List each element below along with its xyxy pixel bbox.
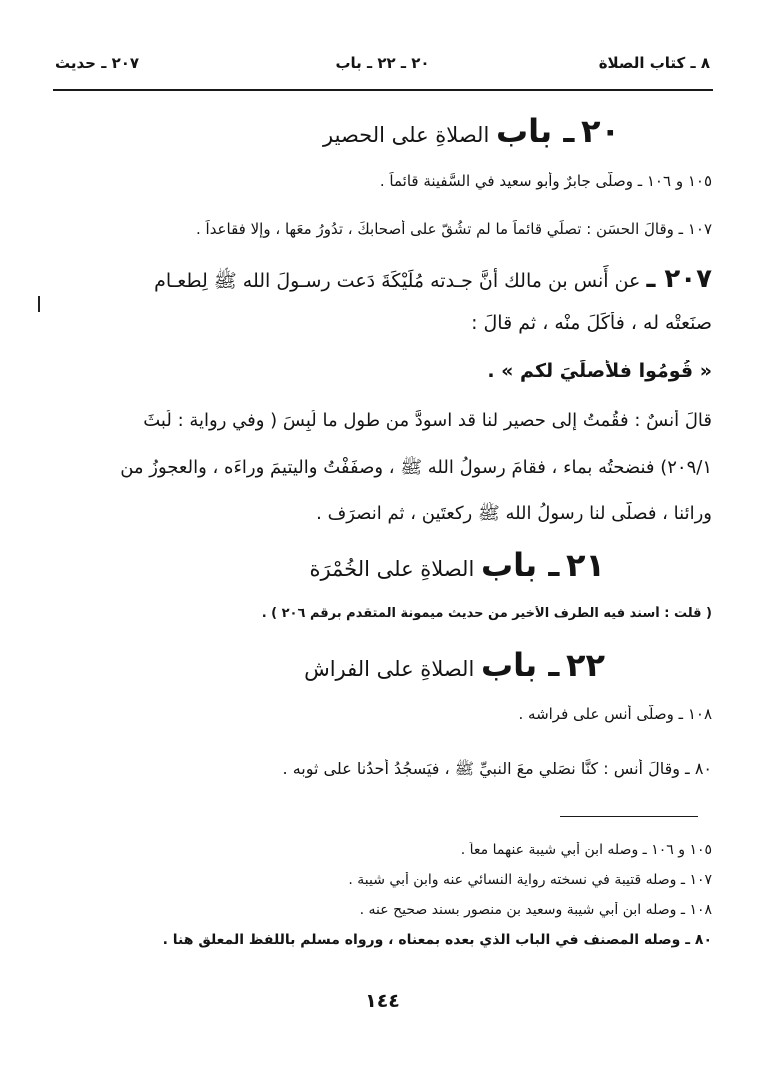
footnote-rule: [560, 816, 698, 817]
footnote-1: ١٠٥ و ١٠٦ ـ وصله ابن أبي شيبة عنهما معاً .: [460, 842, 712, 858]
margin-mark: [38, 296, 40, 312]
header-chapter-range: ٢٠ ـ ٢٢ ـ باب: [335, 54, 430, 72]
chapter-heading-20: ٢٠ ـ باب الصلاةِ على الحصير: [323, 112, 620, 150]
chapter-number: ٢١: [565, 546, 605, 584]
hadith-207-line-1: [50, 264, 712, 297]
athar-108: ١٠٨ ـ وصلَّى أنس على فراشه .: [518, 705, 712, 723]
header-hadith-number: ٢٠٧ ـ حديث: [55, 54, 140, 72]
hadith-207-line-6: ورائنا ، فصلَّى لنا رسولُ الله ﷺ ركعتَين ، ثم انصرَف .: [316, 503, 712, 524]
footnote-3: ١٠٨ ـ وصله ابن أبي شيبة وسعيد بن منصور بسند صحيح عنه .: [359, 902, 712, 918]
chapter-bab: باب: [480, 646, 538, 684]
chapter-number: ٢٢: [565, 646, 605, 684]
hadith-207-line-5: ٢٠٩/١) فنضحتُه بماء ، فقامَ رسولُ الله ﷺ ، وصفَفْتُ واليتيمَ وراءَه ، والعجوزُ من: [120, 457, 712, 478]
hadith-207-line-4: قالَ أنسٌ : فقُمتُ إلى حصير لنا قد اسودَّ من طول ما لُبِسَ ( وفي رواية : لُبثَ: [143, 410, 712, 431]
hadith-207-line-2: صنَعتْه له ، فأكَلَ منْه ، ثم قالَ :: [471, 312, 712, 334]
chapter-bab: باب: [495, 112, 553, 150]
chapter-bab: باب: [480, 546, 538, 584]
athar-107: ١٠٧ ـ وقالَ الحسَن : تصلِّي قائماً ما لم تشُقّ على أصحابكَ ، تدُورُ معَها ، وإلا فقاعداً .: [195, 220, 712, 238]
hadith-207-quote: « قُومُوا فلأُصلِّيَ لكم » .: [487, 360, 712, 382]
running-header: [55, 54, 710, 84]
editor-note: ( قلت : أسند فيه الطرف الأخير من حديث ميمونة المتقدم برقم ٢٠٦ ) .: [261, 606, 712, 621]
chapter-heading-22: ٢٢ ـ باب الصلاةِ على الفراش: [304, 646, 605, 684]
chapter-number: ٢٠: [580, 112, 620, 150]
hadith-number: ٢٠٧ ـ: [646, 264, 712, 294]
chapter-heading-21: ٢١ ـ باب الصلاةِ على الخُمْرَة: [309, 546, 605, 584]
hadith-text: عن أَنس بن مالك أنَّ جـدته مُلَيْكَةَ دَعت رسـولَ الله ﷺ لِطعـام: [154, 270, 641, 292]
hadith-80: ٨٠ ـ وقالَ أنس : كنَّا نصَلي معَ النبيِّ ﷺ ، فيَسجُدُ أحدُنا على ثوبه .: [282, 759, 712, 778]
header-rule: [53, 89, 713, 91]
chapter-title: الصلاةِ على الفراش: [304, 657, 475, 681]
footnote-4: ٨٠ ـ وصله المصنف في الباب الذي بعده بمعناه ، ورواه مسلم باللفظ المعلق هنا .: [162, 932, 712, 948]
chapter-title: الصلاةِ على الحصير: [323, 123, 490, 147]
header-book-title: ٨ ـ كتاب الصلاة: [598, 54, 710, 72]
page-number: ١٤٤: [365, 990, 400, 1012]
chapter-title: الصلاةِ على الخُمْرَة: [309, 557, 475, 581]
footnote-2: ١٠٧ ـ وصله قتيبة في نسخته رواية النسائي عنه وابن أبي شيبة .: [348, 872, 712, 888]
athar-105: ١٠٥ و ١٠٦ ـ وصلّى جابرٌ وأبو سعيد في السَّفينة قائماً .: [379, 172, 712, 190]
